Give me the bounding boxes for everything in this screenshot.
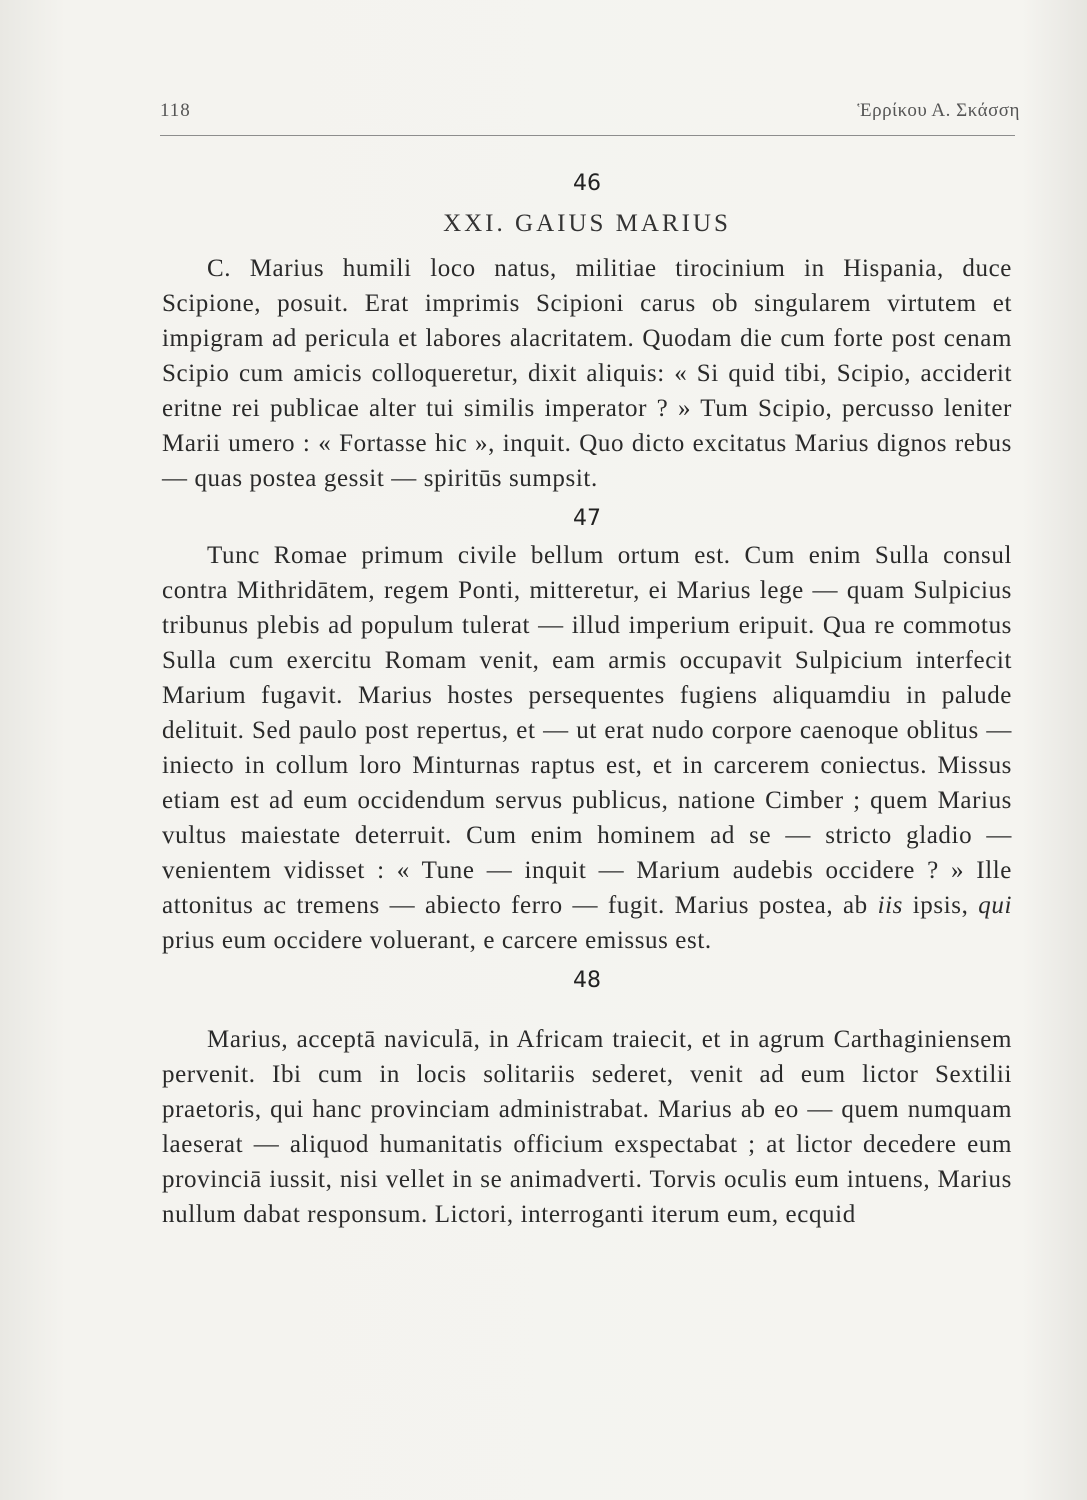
page-number: 118 <box>160 100 191 121</box>
page-body <box>162 165 1012 1232</box>
running-head: Ἑρρίκου Α. Σκάσση <box>857 100 1020 121</box>
page-header <box>160 100 1020 122</box>
paragraph-47-text-middle: ipsis, <box>902 892 979 919</box>
paragraph-47-italic-iis: iis <box>877 892 903 919</box>
section-number-47: 47 <box>573 506 601 531</box>
paragraph-47-text-after: prius eum occidere voluerant, e carcere emissus est. <box>162 927 712 954</box>
paragraph-47 <box>162 538 1012 958</box>
section-number-46: 46 <box>573 171 601 196</box>
chapter-title: XXI. GAIUS MARIUS <box>443 210 731 237</box>
paragraph-46: C. Marius humili loco natus, militiae tirocinium in Hispania, duce Scipione, posuit. Erat imprimis Scipioni carus ob singularem virtutem et impigram ad pericula et labores alacritatem. Quodam die cum forte post cenam Scipio cum amicis colloqueretur, dixit aliquis: « Si quid tibi, Scipio, acciderit eritne rei publicae alter tui similis imperator ? » Tum Scipio, percusso leniter Marii umero : « Fortasse hic », inquit. Quo dicto excitatus Marius dignos rebus — quas postea gessit — spiritūs sumpsit. <box>162 255 1012 492</box>
paragraph-47-italic-qui: qui <box>978 892 1012 919</box>
section-number-48: 48 <box>573 968 601 993</box>
header-rule <box>160 135 1015 136</box>
paragraph-48: Marius, acceptā naviculā, in Africam traiecit, et in agrum Carthaginiensem pervenit. Ibi cum in locis solitariis sederet, venit ad eum lictor Sextilii praetoris, qui hanc provinciam administrabat. Marius ab eo — quem numquam laeserat — aliquod humanitatis officium exspectabat ; at lictor decedere eum provinciā iussit, nisi vellet in se animadverti. Torvis oculis eum intuens, Marius nullum dabat responsum. Lictori, interroganti iterum eum, ecquid <box>162 1026 1012 1228</box>
paragraph-47-text-before: Tunc Romae primum civile bellum ortum est. Cum enim Sulla consul contra Mithridātem, regem Ponti, mitteretur, ei Marius lege — quam Sulpicius tribunus plebis ad populum tulerat — illud imperium eripuit. Qua re commotus Sulla cum exercitu Romam venit, eam armis occupavit Sulpicium interfecit Marium fugavit. Marius hostes persequentes fugiens aliquamdiu in palude delituit. Sed paulo post repertus, et — ut erat nudo corpore caenoque oblitus — iniecto in collum loro Minturnas raptus est, et in carcerem coniectus. Missus etiam est ad eum occidendum servus publicus, natione Cimber ; quem Marius vultus maiestate deterruit. Cum enim hominem ad se — stricto gladio — venientem vidisset : « Tune — inquit — Marium audebis occidere ? » Ille attonitus ac tremens — abiecto ferro — fugit. Marius postea, ab <box>162 542 1012 919</box>
